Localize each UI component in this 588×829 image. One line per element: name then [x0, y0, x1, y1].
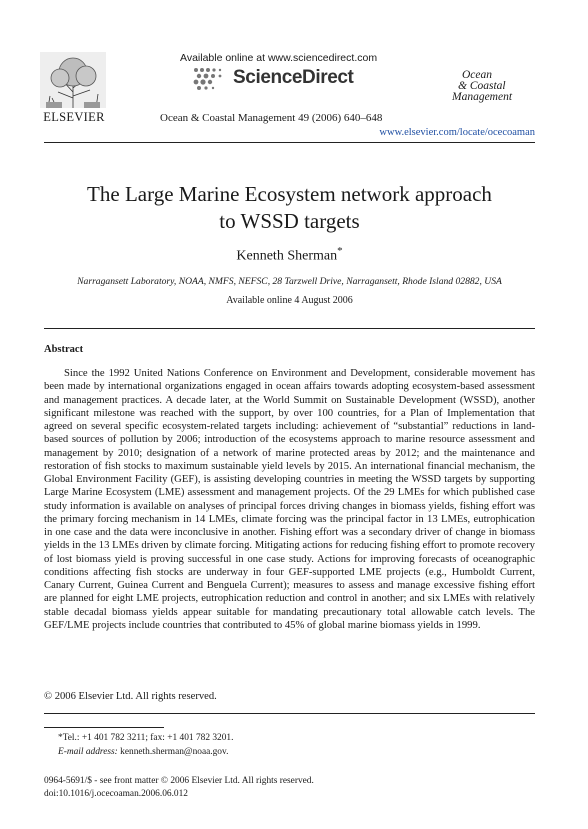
title-line: The Large Marine Ecosystem network approach [87, 182, 492, 206]
journal-logo-line: Management [452, 91, 513, 103]
abstract-top-rule [44, 328, 535, 329]
email-link[interactable]: kenneth.sherman@noaa.gov. [120, 747, 229, 757]
journal-logo [452, 70, 532, 103]
footnote-rule [44, 727, 164, 728]
copyright-line: © 2006 Elsevier Ltd. All rights reserved. [44, 691, 217, 702]
header-rule [44, 142, 535, 143]
journal-logo-line: Ocean [462, 69, 493, 81]
abstract-heading: Abstract [44, 344, 84, 355]
journal-url-link[interactable]: www.elsevier.com/locate/ocecoaman [379, 127, 535, 138]
sciencedirect-brand: ScienceDirect [233, 67, 354, 88]
author-affiliation: Narragansett Laboratory, NOAA, NMFS, NEFSC, 28 Tarzwell Drive, Narragansett, Rhode Island 02882, USA [77, 276, 502, 287]
author-footnote-mark[interactable]: * [337, 245, 343, 257]
abstract-body: Since the 1992 United Nations Conference on Environment and Development, considerable movement has been made by international organizations engaged in ocean affairs towards adopting ecosystem-based assessment and management practices. A decade later, at the World Summit on Sustainable Development (WSSD), another significant milestone was reached with the support, by over 100 countries, for a Plan of Implementation that agreed on several specific ecosystem-related targets including: achievement of “substantial” reductions in land-based sources of pollution by 2006; introduction of the ecosystems approach to marine resource assessment and management by 2010; designation of a network of marine protected areas by 2012; and the maintenance and restoration of fish stocks to maximum sustainable yield levels by 2015. An international financial mechanism, the Global Environment Facility (GEF), is assisting developing countries in meeting the WSSD targets by supporting Large Marine Ecosystem (LME) assessment and management projects. Of the 29 LMEs for which published case study information is available on analyses of principal forces driving changes in biomass yields, fishing effort was the primary forcing mechanism in 14 LMEs, climate forcing was the principal factor in 13 LMEs, eutrophication in one case and the data were inconclusive in another. Fishing effort was a secondary driver of change in biomass yields in the 13 LMEs driven by climate forcing. Mitigating actions for reducing fishing effort to promote recovery of lost biomass yield is proving successful in one case study. Actions for improving forecasts of oceanographic conditions affecting fish stocks are underway in four GEF-supported LME projects (e.g., Humboldt Current, Canary Current, Guinea Current and Benguela Current); measures to assess and manage excessive fishing effort are planned for eight LME projects, eutrophication reduction and control in another; and six LMEs with relatively stable decadal biomass yields appear suitable for mandating precautionary total allowable catch levels. The GEF/LME projects include countries that contributed to 45% of global marine biomass yields in 1999. [44, 368, 535, 631]
sciencedirect-dots-icon [190, 66, 230, 94]
publisher-name: ELSEVIER [43, 110, 105, 124]
author [44, 245, 535, 265]
available-online-date: Available online 4 August 2006 [226, 295, 353, 306]
abstract-bottom-rule [44, 713, 535, 714]
email-label: E-mail address: [58, 747, 118, 757]
email-footnote [58, 747, 228, 757]
author-name: Kenneth Sherman [236, 248, 338, 264]
available-online-banner: Available online at www.sciencedirect.com [180, 52, 378, 64]
article-title [44, 181, 535, 235]
issn-line: 0964-5691/$ - see front matter © 2006 Elsevier Ltd. All rights reserved. [44, 776, 314, 786]
journal-logo-line: & Coastal [458, 80, 506, 92]
doi-link[interactable]: doi:10.1016/j.ocecoaman.2006.06.012 [44, 789, 188, 799]
journal-citation: Ocean & Coastal Management 49 (2006) 640–648 [160, 112, 383, 124]
contact-footnote: *Tel.: +1 401 782 3211; fax: +1 401 782 3201. [58, 733, 234, 743]
title-line: to WSSD targets [219, 209, 360, 233]
